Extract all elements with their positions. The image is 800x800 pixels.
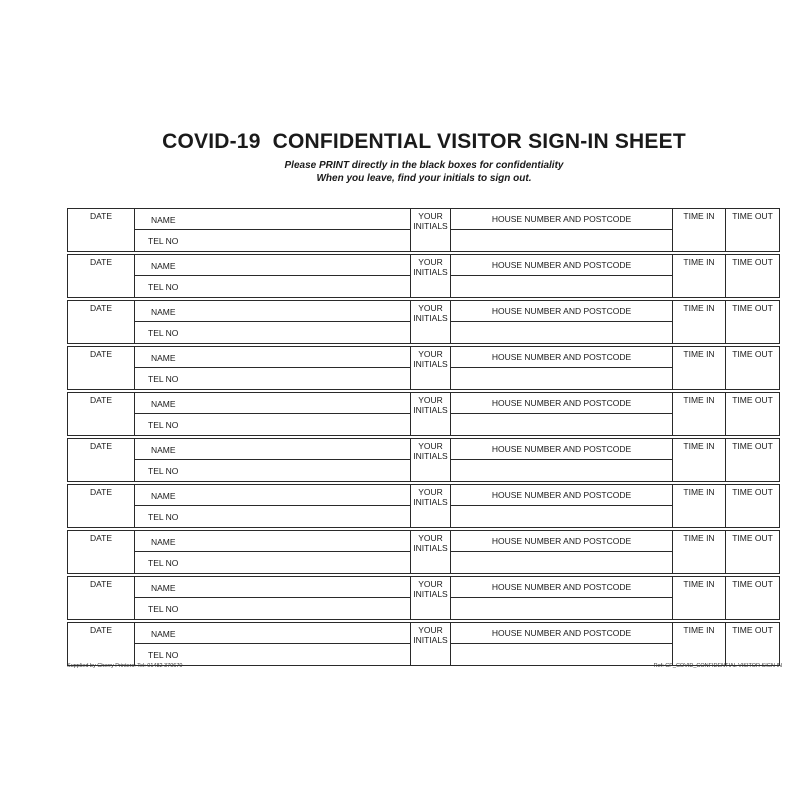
name-label: NAME xyxy=(151,583,176,593)
tel-label: TEL NO xyxy=(148,282,179,292)
initials-field[interactable] xyxy=(411,577,451,619)
time-in-field[interactable] xyxy=(673,255,726,297)
initials-label-line-1: YOUR xyxy=(418,395,443,405)
name-label: NAME xyxy=(151,399,176,409)
initials-label-line-1: YOUR xyxy=(418,211,443,221)
house-postcode-field[interactable] xyxy=(451,276,673,297)
date-label: DATE xyxy=(89,395,113,405)
time-out-field[interactable] xyxy=(726,623,779,665)
initials-label-line-2: INITIALS xyxy=(413,405,448,415)
name-label: NAME xyxy=(151,215,176,225)
initials-label-line-2: INITIALS xyxy=(413,497,448,507)
initials-label-line-2: INITIALS xyxy=(413,635,448,645)
time-out-label: TIME OUT xyxy=(732,533,773,543)
instructions-line-2: When you leave, find your initials to sign out. xyxy=(316,173,532,184)
tel-label: TEL NO xyxy=(148,512,179,522)
sign-in-entry xyxy=(67,300,780,344)
house-postcode-field[interactable] xyxy=(451,506,673,527)
time-in-label: TIME IN xyxy=(683,487,715,497)
initials-field[interactable] xyxy=(411,301,451,343)
initials-label-line-2: INITIALS xyxy=(413,543,448,553)
date-field[interactable] xyxy=(68,255,135,297)
time-out-label: TIME OUT xyxy=(732,257,773,267)
time-in-field[interactable] xyxy=(673,393,726,435)
tel-label: TEL NO xyxy=(148,558,179,568)
time-in-label: TIME IN xyxy=(683,303,715,313)
tel-label: TEL NO xyxy=(148,604,179,614)
date-field[interactable] xyxy=(68,209,135,251)
time-in-label: TIME IN xyxy=(683,533,715,543)
house-postcode-header xyxy=(451,577,673,598)
tel-label: TEL NO xyxy=(148,328,179,338)
house-postcode-field[interactable] xyxy=(451,230,673,251)
initials-label-line-1: YOUR xyxy=(418,487,443,497)
name-label: NAME xyxy=(151,353,176,363)
time-in-field[interactable] xyxy=(673,301,726,343)
tel-field[interactable] xyxy=(135,414,411,435)
tel-field[interactable] xyxy=(135,368,411,389)
name-label: NAME xyxy=(151,261,176,271)
time-out-label: TIME OUT xyxy=(732,441,773,451)
name-field[interactable] xyxy=(135,439,411,460)
date-field[interactable] xyxy=(68,623,135,665)
initials-label-line-2: INITIALS xyxy=(413,451,448,461)
sign-in-entry xyxy=(67,576,780,620)
house-postcode-header xyxy=(451,531,673,552)
time-out-label: TIME OUT xyxy=(732,211,773,221)
time-out-label: TIME OUT xyxy=(732,487,773,497)
house-label: HOUSE NUMBER AND POSTCODE xyxy=(491,490,632,500)
house-label: HOUSE NUMBER AND POSTCODE xyxy=(491,260,632,270)
tel-field[interactable] xyxy=(135,552,411,573)
date-label: DATE xyxy=(89,349,113,359)
house-label: HOUSE NUMBER AND POSTCODE xyxy=(491,214,632,224)
time-in-label: TIME IN xyxy=(683,211,715,221)
date-label: DATE xyxy=(89,487,113,497)
name-label: NAME xyxy=(151,491,176,501)
house-postcode-header xyxy=(451,485,673,506)
time-out-label: TIME OUT xyxy=(732,625,773,635)
sign-in-entry xyxy=(67,254,780,298)
date-field[interactable] xyxy=(68,531,135,573)
initials-field[interactable] xyxy=(411,255,451,297)
time-out-field[interactable] xyxy=(726,531,779,573)
time-in-label: TIME IN xyxy=(683,395,715,405)
house-postcode-header xyxy=(451,301,673,322)
time-in-field[interactable] xyxy=(673,347,726,389)
initials-label-line-1: YOUR xyxy=(418,579,443,589)
date-label: DATE xyxy=(89,579,113,589)
initials-field[interactable] xyxy=(411,485,451,527)
tel-field[interactable] xyxy=(135,644,411,665)
house-postcode-field[interactable] xyxy=(451,644,673,665)
time-in-field[interactable] xyxy=(673,623,726,665)
initials-label-line-2: INITIALS xyxy=(413,267,448,277)
time-out-field[interactable] xyxy=(726,485,779,527)
reference-footer: Ref: CP_COVID_CONFIDENTIAL VISITOR SIGN IN xyxy=(653,663,782,669)
time-out-field[interactable] xyxy=(726,209,779,251)
tel-label: TEL NO xyxy=(148,374,179,384)
tel-field[interactable] xyxy=(135,506,411,527)
time-out-label: TIME OUT xyxy=(732,349,773,359)
time-out-field[interactable] xyxy=(726,393,779,435)
time-out-field[interactable] xyxy=(726,301,779,343)
tel-field[interactable] xyxy=(135,322,411,343)
tel-label: TEL NO xyxy=(148,420,179,430)
name-field[interactable] xyxy=(135,485,411,506)
date-field[interactable] xyxy=(68,393,135,435)
date-field[interactable] xyxy=(68,577,135,619)
house-postcode-header xyxy=(451,439,673,460)
time-in-field[interactable] xyxy=(673,577,726,619)
tel-field[interactable] xyxy=(135,230,411,251)
time-in-field[interactable] xyxy=(673,209,726,251)
initials-field[interactable] xyxy=(411,209,451,251)
time-out-label: TIME OUT xyxy=(732,303,773,313)
name-field[interactable] xyxy=(135,393,411,414)
tel-field[interactable] xyxy=(135,276,411,297)
house-postcode-header xyxy=(451,623,673,644)
time-out-field[interactable] xyxy=(726,347,779,389)
house-label: HOUSE NUMBER AND POSTCODE xyxy=(491,628,632,638)
sign-in-entry xyxy=(67,392,780,436)
date-label: DATE xyxy=(89,533,113,543)
name-field[interactable] xyxy=(135,347,411,368)
tel-label: TEL NO xyxy=(148,650,179,660)
page-title: COVID-19 CONFIDENTIAL VISITOR SIGN-IN SHEET xyxy=(162,130,686,153)
house-postcode-field[interactable] xyxy=(451,414,673,435)
name-field[interactable] xyxy=(135,623,411,644)
house-label: HOUSE NUMBER AND POSTCODE xyxy=(491,444,632,454)
date-label: DATE xyxy=(89,257,113,267)
initials-label-line-1: YOUR xyxy=(418,533,443,543)
instructions-line-1: Please PRINT directly in the black boxes for confidentiality xyxy=(284,160,564,171)
house-label: HOUSE NUMBER AND POSTCODE xyxy=(491,536,632,546)
sign-in-entry xyxy=(67,622,780,666)
time-in-label: TIME IN xyxy=(683,441,715,451)
time-in-field[interactable] xyxy=(673,531,726,573)
date-label: DATE xyxy=(89,441,113,451)
sign-in-entry xyxy=(67,208,780,252)
initials-label-line-1: YOUR xyxy=(418,625,443,635)
initials-field[interactable] xyxy=(411,347,451,389)
tel-label: TEL NO xyxy=(148,236,179,246)
time-out-field[interactable] xyxy=(726,577,779,619)
name-field[interactable] xyxy=(135,209,411,230)
house-postcode-field[interactable] xyxy=(451,460,673,481)
name-label: NAME xyxy=(151,307,176,317)
house-postcode-header xyxy=(451,255,673,276)
name-label: NAME xyxy=(151,629,176,639)
time-out-field[interactable] xyxy=(726,439,779,481)
initials-label-line-2: INITIALS xyxy=(413,589,448,599)
initials-label-line-1: YOUR xyxy=(418,441,443,451)
name-field[interactable] xyxy=(135,531,411,552)
initials-label-line-1: YOUR xyxy=(418,303,443,313)
time-in-label: TIME IN xyxy=(683,579,715,589)
initials-label-line-2: INITIALS xyxy=(413,359,448,369)
tel-label: TEL NO xyxy=(148,466,179,476)
sign-in-entry xyxy=(67,346,780,390)
sign-in-entry xyxy=(67,438,780,482)
sign-in-entry xyxy=(67,484,780,528)
name-field[interactable] xyxy=(135,577,411,598)
initials-label-line-1: YOUR xyxy=(418,257,443,267)
date-field[interactable] xyxy=(68,347,135,389)
house-label: HOUSE NUMBER AND POSTCODE xyxy=(491,306,632,316)
house-postcode-field[interactable] xyxy=(451,598,673,619)
house-postcode-header xyxy=(451,393,673,414)
time-out-label: TIME OUT xyxy=(732,579,773,589)
initials-field[interactable] xyxy=(411,531,451,573)
house-postcode-field[interactable] xyxy=(451,322,673,343)
name-field[interactable] xyxy=(135,255,411,276)
initials-label-line-1: YOUR xyxy=(418,349,443,359)
house-postcode-header xyxy=(451,209,673,230)
initials-field[interactable] xyxy=(411,623,451,665)
name-label: NAME xyxy=(151,537,176,547)
house-label: HOUSE NUMBER AND POSTCODE xyxy=(491,398,632,408)
date-field[interactable] xyxy=(68,301,135,343)
initials-label-line-2: INITIALS xyxy=(413,221,448,231)
time-in-label: TIME IN xyxy=(683,625,715,635)
tel-field[interactable] xyxy=(135,460,411,481)
sign-in-entry xyxy=(67,530,780,574)
sign-in-entries xyxy=(67,208,780,668)
name-field[interactable] xyxy=(135,301,411,322)
time-out-label: TIME OUT xyxy=(732,395,773,405)
date-label: DATE xyxy=(89,211,113,221)
initials-field[interactable] xyxy=(411,439,451,481)
name-label: NAME xyxy=(151,445,176,455)
supplier-footer: Supplied by Cherry Printers: Tel: 01482 370670 xyxy=(67,663,183,669)
date-label: DATE xyxy=(89,625,113,635)
time-in-label: TIME IN xyxy=(683,257,715,267)
time-in-field[interactable] xyxy=(673,485,726,527)
time-in-label: TIME IN xyxy=(683,349,715,359)
time-out-field[interactable] xyxy=(726,255,779,297)
tel-field[interactable] xyxy=(135,598,411,619)
house-postcode-field[interactable] xyxy=(451,368,673,389)
date-label: DATE xyxy=(89,303,113,313)
time-in-field[interactable] xyxy=(673,439,726,481)
initials-label-line-2: INITIALS xyxy=(413,313,448,323)
house-label: HOUSE NUMBER AND POSTCODE xyxy=(491,582,632,592)
house-postcode-header xyxy=(451,347,673,368)
initials-field[interactable] xyxy=(411,393,451,435)
date-field[interactable] xyxy=(68,485,135,527)
house-postcode-field[interactable] xyxy=(451,552,673,573)
house-label: HOUSE NUMBER AND POSTCODE xyxy=(491,352,632,362)
date-field[interactable] xyxy=(68,439,135,481)
